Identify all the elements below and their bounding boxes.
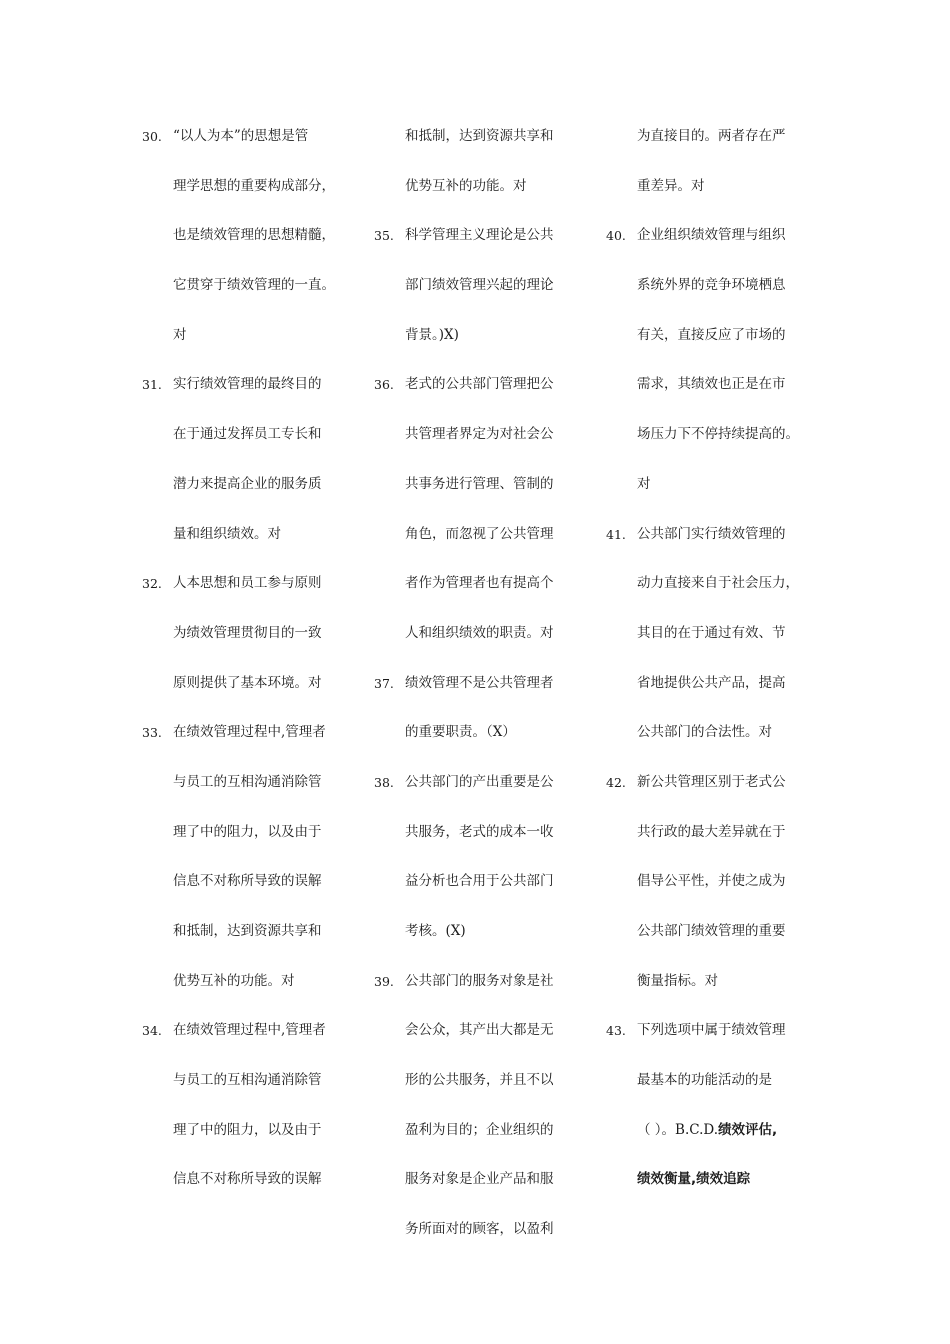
text-line (142, 808, 352, 858)
line-text: 科学管理主义理论是公共 (405, 227, 554, 244)
text-line (606, 659, 821, 709)
question-number: 31. (142, 377, 162, 393)
text-line (606, 1155, 821, 1205)
question-number: 40. (606, 228, 626, 244)
line-text: 和抵制，达到资源共享和 (173, 923, 322, 939)
text-line (606, 609, 821, 659)
question-line (374, 758, 584, 808)
text-line (606, 311, 821, 361)
text-line (374, 510, 584, 560)
line-text: 部门绩效管理兴起的理论 (405, 277, 554, 294)
line-text: 与员工的互相沟通消除管 (173, 1072, 322, 1089)
line-text: 对 (173, 326, 187, 343)
line-text: 与员工的互相沟通消除管 (173, 773, 322, 790)
line-text: 公共部门的产出重要是公 (405, 773, 554, 790)
text-line (142, 211, 352, 261)
line-text: 共管理者界定为对社会公 (405, 426, 554, 443)
text-line (606, 708, 821, 758)
answer-text: 绩效衡量,绩效追踪 (637, 1171, 751, 1188)
question-line (142, 559, 352, 609)
question-line (606, 211, 821, 261)
text-line (374, 1006, 584, 1056)
line-text: 和抵制，达到资源共享和 (405, 128, 554, 144)
question-number: 34. (142, 1023, 162, 1039)
line-text: 原则提供了基本环境。对 (173, 674, 322, 691)
line-text: 在绩效管理过程中,管理者 (173, 724, 326, 741)
line-text: 量和组织绩效。对 (173, 525, 281, 542)
line-text: 形的公共服务，并且不以 (405, 1072, 554, 1089)
line-text: 人和组织绩效的职责。对 (405, 624, 554, 641)
line-text: 其目的在于通过有效、节 (637, 624, 786, 641)
line-text: 公共部门的合法性。对 (637, 724, 772, 741)
question-number: 33. (142, 725, 162, 741)
line-text: 的重要职责。（X） (405, 724, 516, 741)
line-text: 会公众，其产出大都是无 (405, 1022, 554, 1039)
line-text: 理学思想的重要构成部分， (173, 177, 335, 194)
line-text: 共事务进行管理、管制的 (405, 475, 554, 492)
line-text: 共服务，老式的成本一收 (405, 823, 554, 840)
line-text: 在于通过发挥员工专长和 (173, 426, 322, 443)
text-line (374, 311, 584, 361)
line-text: 老式的公共部门管理把公 (405, 376, 554, 393)
text-line (142, 162, 352, 212)
column-left (142, 112, 352, 1205)
line-text: 在绩效管理过程中,管理者 (173, 1022, 326, 1039)
line-text: 信息不对称所导致的误解 (173, 1171, 322, 1188)
question-line (606, 510, 821, 560)
question-line (606, 758, 821, 808)
text-line (142, 1155, 352, 1205)
text-line (606, 460, 821, 510)
text-line (374, 708, 584, 758)
line-text: 下列选项中属于绩效管理 (637, 1022, 786, 1039)
line-text: 盈利为目的；企业组织的 (405, 1121, 554, 1138)
text-line (374, 1056, 584, 1106)
question-line (374, 957, 584, 1007)
question-number: 42. (606, 774, 626, 790)
line-text: 企业组织绩效管理与组织 (637, 227, 786, 244)
text-line (374, 112, 584, 162)
line-text: 者作为管理者也有提高个 (405, 575, 554, 592)
question-line (142, 360, 352, 410)
line-text: 倡导公平性，并使之成为 (637, 873, 786, 890)
text-line (606, 410, 821, 460)
text-line (606, 907, 821, 957)
text-line (142, 261, 352, 311)
question-line (142, 112, 352, 162)
text-line (606, 261, 821, 311)
column-right (606, 112, 821, 1205)
line-text: 场压力下不停持续提高的。 (637, 426, 799, 443)
line-text: 新公共管理区别于老式公 (637, 773, 786, 790)
question-line (374, 360, 584, 410)
text-line (606, 1106, 821, 1156)
line-text: 系统外界的竞争环境栖息 (637, 277, 786, 294)
line-text: 实行绩效管理的最终目的 (173, 376, 322, 393)
line-text: 理了中的阻力，以及由于 (173, 823, 322, 840)
question-number: 41. (606, 526, 626, 542)
text-line (606, 808, 821, 858)
text-line (374, 1155, 584, 1205)
line-text: 益分析也合用于公共部门 (405, 873, 554, 890)
text-line (142, 410, 352, 460)
question-line (142, 708, 352, 758)
question-number: 38. (374, 774, 394, 790)
text-line (606, 112, 821, 162)
text-line (142, 907, 352, 957)
question-line (374, 211, 584, 261)
text-line (374, 1106, 584, 1156)
text-line (374, 1205, 584, 1255)
text-line (374, 907, 584, 957)
line-text: 理了中的阻力，以及由于 (173, 1121, 322, 1138)
question-number: 30. (142, 129, 162, 144)
line-text: 潜力来提高企业的服务质 (173, 475, 322, 492)
answer-text: 绩效评估, (718, 1121, 778, 1138)
line-text: 信息不对称所导致的误解 (173, 873, 322, 890)
line-text: 它贯穿于绩效管理的一直。 (173, 277, 335, 294)
text-line (142, 857, 352, 907)
text-line (374, 261, 584, 311)
text-line (374, 559, 584, 609)
line-text: 公共部门绩效管理的重要 (637, 923, 786, 939)
text-line (374, 609, 584, 659)
line-text: 务所面对的顾客，以盈利 (405, 1221, 554, 1238)
text-line (142, 758, 352, 808)
line-text: 也是绩效管理的思想精髓， (173, 227, 335, 244)
text-line (142, 460, 352, 510)
line-text: 优势互补的功能。对 (405, 177, 527, 194)
line-text: 服务对象是企业产品和服 (405, 1171, 554, 1188)
text-line (606, 360, 821, 410)
line-text: 公共部门的服务对象是社 (405, 972, 554, 989)
question-number: 36. (374, 377, 394, 393)
text-line (142, 1106, 352, 1156)
line-text: 重差异。对 (637, 177, 705, 194)
text-line (374, 460, 584, 510)
text-line (142, 1056, 352, 1106)
line-text: 为直接目的。两者存在严 (637, 128, 786, 144)
text-line (374, 162, 584, 212)
line-text: （ ）。B.C.D. (637, 1121, 719, 1138)
column-middle (374, 112, 584, 1255)
text-line (142, 510, 352, 560)
line-text: 省地提供公共产品，提高 (637, 674, 786, 691)
question-number: 35. (374, 228, 394, 244)
line-text: 衡量指标。对 (637, 972, 718, 989)
line-text: 公共部门实行绩效管理的 (637, 525, 786, 542)
line-text: 共行政的最大差异就在于 (637, 823, 786, 840)
line-text: 为绩效管理贯彻目的一致 (173, 624, 322, 641)
question-number: 32. (142, 576, 162, 592)
line-text: 优势互补的功能。对 (173, 972, 295, 989)
text-line (374, 857, 584, 907)
question-number: 39. (374, 973, 394, 989)
line-text: 有关，直接反应了市场的 (637, 326, 786, 343)
line-text: “以人为本”的思想是管 (173, 128, 309, 144)
text-line (374, 410, 584, 460)
text-line (606, 857, 821, 907)
line-text: 角色，而忽视了公共管理 (405, 525, 554, 542)
question-number: 37. (374, 675, 394, 691)
line-text: 考核。(X) (405, 923, 466, 939)
question-number: 43. (606, 1023, 626, 1039)
text-line (142, 659, 352, 709)
question-line (374, 659, 584, 709)
line-text: 最基本的功能活动的是 (637, 1072, 772, 1089)
line-text: 对 (637, 475, 651, 492)
line-text: 动力直接来自于社会压力， (637, 575, 799, 592)
question-line (142, 1006, 352, 1056)
text-line (606, 957, 821, 1007)
text-line (142, 957, 352, 1007)
text-line (142, 609, 352, 659)
text-line (606, 559, 821, 609)
line-text: 需求，其绩效也正是在市 (637, 376, 786, 393)
line-text: 绩效管理不是公共管理者 (405, 674, 554, 691)
text-line (374, 808, 584, 858)
line-text: 背景。)X) (405, 326, 459, 343)
text-line (142, 311, 352, 361)
question-line (606, 1006, 821, 1056)
text-line (606, 162, 821, 212)
line-text: 人本思想和员工参与原则 (173, 575, 322, 592)
text-line (606, 1056, 821, 1106)
